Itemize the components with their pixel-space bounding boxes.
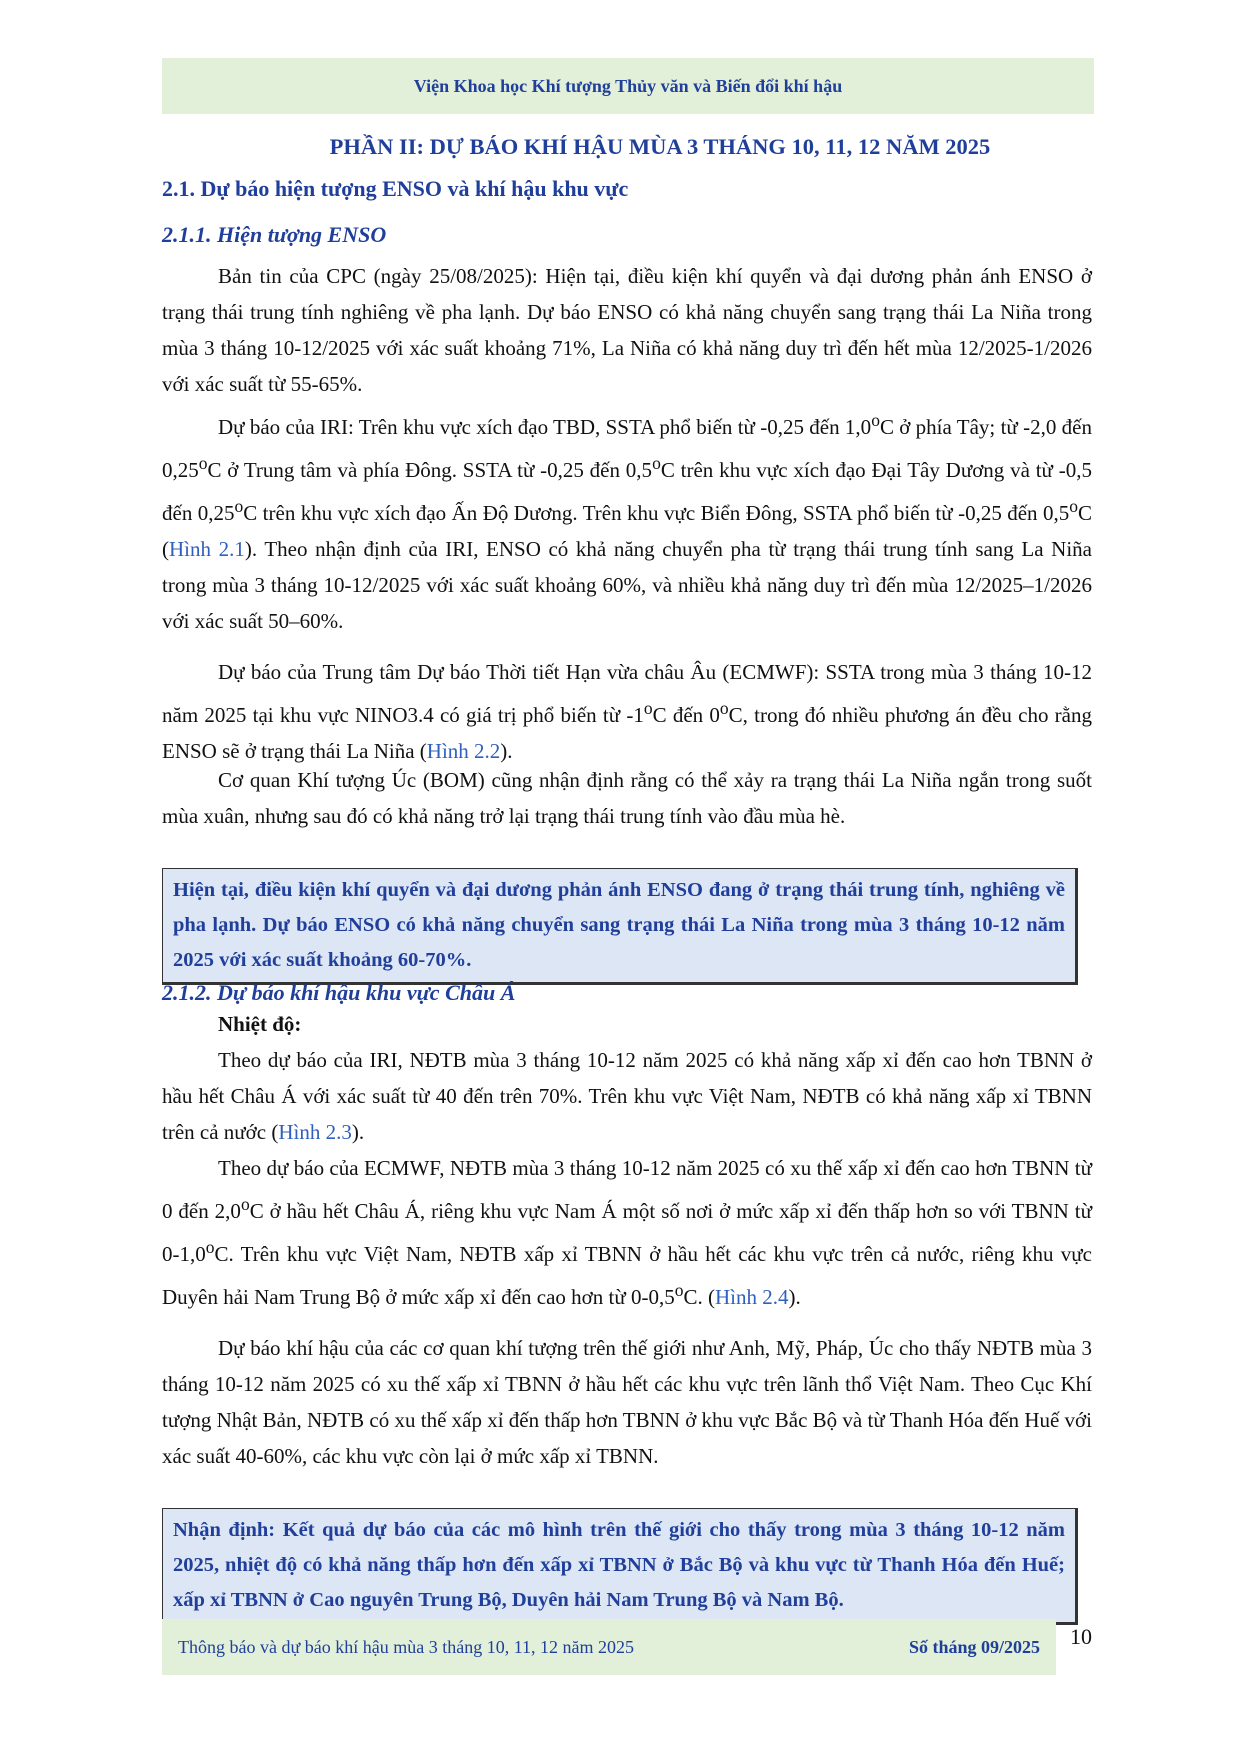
- part-title: PHẦN II: DỰ BÁO KHÍ HẬU MÙA 3 THÁNG 10, 11, 12 NĂM 2025: [329, 134, 991, 159]
- section-2-1-heading: 2.1. Dự báo hiện tượng ENSO và khí hậu khu vực: [162, 176, 629, 201]
- temperature-label: Nhiệt độ:: [218, 1012, 302, 1036]
- section-2-1-1-heading: 2.1.1. Hiện tượng ENSO: [162, 222, 387, 247]
- paragraph-bom: Cơ quan Khí tượng Úc (BOM) cũng nhận định rằng có thể xảy ra trạng thái La Niña ngắn trong suốt mùa xuân, nhưng sau đó có khả năng trở lại trạng thái trung tính vào đầu mùa hè.: [162, 768, 1092, 828]
- paragraph-iri-temperature: Theo dự báo của IRI, NĐTB mùa 3 tháng 10-12 năm 2025 có khả năng xấp xỉ đến cao hơn TBNN ở hầu hết Châu Á với xác suất từ 40 đến trên 70%. Trên khu vực Việt Nam, NĐTB có khả năng xấp xỉ TBNN trên cả nước (Hình 2.3).: [162, 1048, 1092, 1144]
- paragraph-cpc: Bản tin của CPC (ngày 25/08/2025): Hiện tại, điều kiện khí quyển và đại dương phản ánh ENSO ở trạng thái trung tính nghiêng về pha lạnh. Dự báo ENSO có khả năng chuyển sang trạng thái La Niña trong mùa 3 tháng 10-12/2025 với xác suất khoảng 71%, La Niña có khả năng duy trì đến hết mùa 12/2025-1/2026 với xác suất từ 55-65%.: [162, 264, 1092, 396]
- figure-2-2-link[interactable]: Hình 2.2: [426, 739, 501, 763]
- page-number: 10: [1070, 1624, 1092, 1649]
- enso-summary-box: Hiện tại, điều kiện khí quyển và đại dương phản ánh ENSO đang ở trạng thái trung tính, nghiêng về pha lạnh. Dự báo ENSO có khả năng chuyển sang trạng thái La Niña trong mùa 3 tháng 10-12 năm 2025 với xác suất khoảng 60-70%.: [162, 868, 1078, 985]
- paragraph-iri: Dự báo của IRI: Trên khu vực xích đạo TBD, SSTA phổ biến từ -0,25 đến 1,0$^o$C ở phía Tây; từ -2,0 đến 0,25$^o$C ở Trung tâm và phía Đông. SSTA từ -0,25 đến 0,5$^o$C trên khu vực xích đạo Đại Tây Dương và từ -0,5 đến 0,25$^o$C trên khu vực xích đạo Ấn Độ Dương. Trên khu vực Biển Đông, SSTA phổ biến từ -0,25 đến 0,5$^o$C (Hình 2.1). Theo nhận định của IRI, ENSO có khả năng chuyển pha từ trạng thái trung tính sang La Niña trong mùa 3 tháng 10-12/2025 với xác suất khoảng 60%, và nhiều khả năng duy trì đến mùa 12/2025–1/2026 với xác suất 50–60%.: [162, 410, 1092, 633]
- paragraph-ecmwf: Dự báo của Trung tâm Dự báo Thời tiết Hạn vừa châu Âu (ECMWF): SSTA trong mùa 3 tháng 10-12 năm 2025 tại khu vực NINO3.4 có giá trị phổ biến từ -1$^o$C đến 0$^o$C, trong đó nhiều phương án đều cho rằng ENSO sẽ ở trạng thái La Niña (Hình 2.2).: [162, 660, 1093, 763]
- paragraph-world-agencies: Dự báo khí hậu của các cơ quan khí tượng trên thế giới như Anh, Mỹ, Pháp, Úc cho thấy NĐTB mùa 3 tháng 10-12 năm 2025 có xu thế xấp xỉ TBNN ở hầu hết các khu vực trên lãnh thổ Việt Nam. Theo Cục Khí tượng Nhật Bản, NĐTB có xu thế xấp xỉ đến thấp hơn TBNN ở khu vực Bắc Bộ và từ Thanh Hóa đến Huế với xác suất 40-60%, các khu vực còn lại ở mức xấp xỉ TBNN.: [162, 1336, 1092, 1468]
- temperature-assessment-box: Nhận định: Kết quả dự báo của các mô hình trên thế giới cho thấy trong mùa 3 tháng 10-12 năm 2025, nhiệt độ có khả năng thấp hơn đến xấp xỉ TBNN ở Bắc Bộ và khu vực từ Thanh Hóa đến Huế; xấp xỉ TBNN ở Cao nguyên Trung Bộ, Duyên hải Nam Trung Bộ và Nam Bộ.: [162, 1508, 1078, 1625]
- page-header: [162, 58, 1094, 114]
- footer-title: Thông báo và dự báo khí hậu mùa 3 tháng 10, 11, 12 năm 2025: [178, 1636, 635, 1657]
- figure-2-3-link[interactable]: Hình 2.3: [278, 1120, 352, 1144]
- figure-2-4-link[interactable]: Hình 2.4: [715, 1285, 789, 1309]
- page-footer: [162, 1619, 1056, 1675]
- header-title: Viện Khoa học Khí tượng Thủy văn và Biến đổi khí hậu: [413, 75, 843, 96]
- paragraph-ecmwf-temperature: Theo dự báo của ECMWF, NĐTB mùa 3 tháng 10-12 năm 2025 có xu thế xấp xỉ đến cao hơn TBNN từ 0 đến 2,0$^o$C ở hầu hết Châu Á, riêng khu vực Nam Á một số nơi ở mức xấp xỉ đến thấp hơn so với TBNN từ 0-1,0$^o$C. Trên khu vực Việt Nam, NĐTB xấp xỉ TBNN ở hầu hết các khu vực trên cả nước, riêng khu vực Duyên hải Nam Trung Bộ ở mức xấp xỉ đến cao hơn từ 0-0,5$^o$C. (Hình 2.4).: [162, 1156, 1092, 1309]
- footer-issue: Số tháng 09/2025: [908, 1636, 1040, 1657]
- section-2-1-2-heading: 2.1.2. Dự báo khí hậu khu vực Châu Á: [162, 980, 516, 1005]
- figure-2-1-link[interactable]: Hình 2.1: [169, 537, 245, 561]
